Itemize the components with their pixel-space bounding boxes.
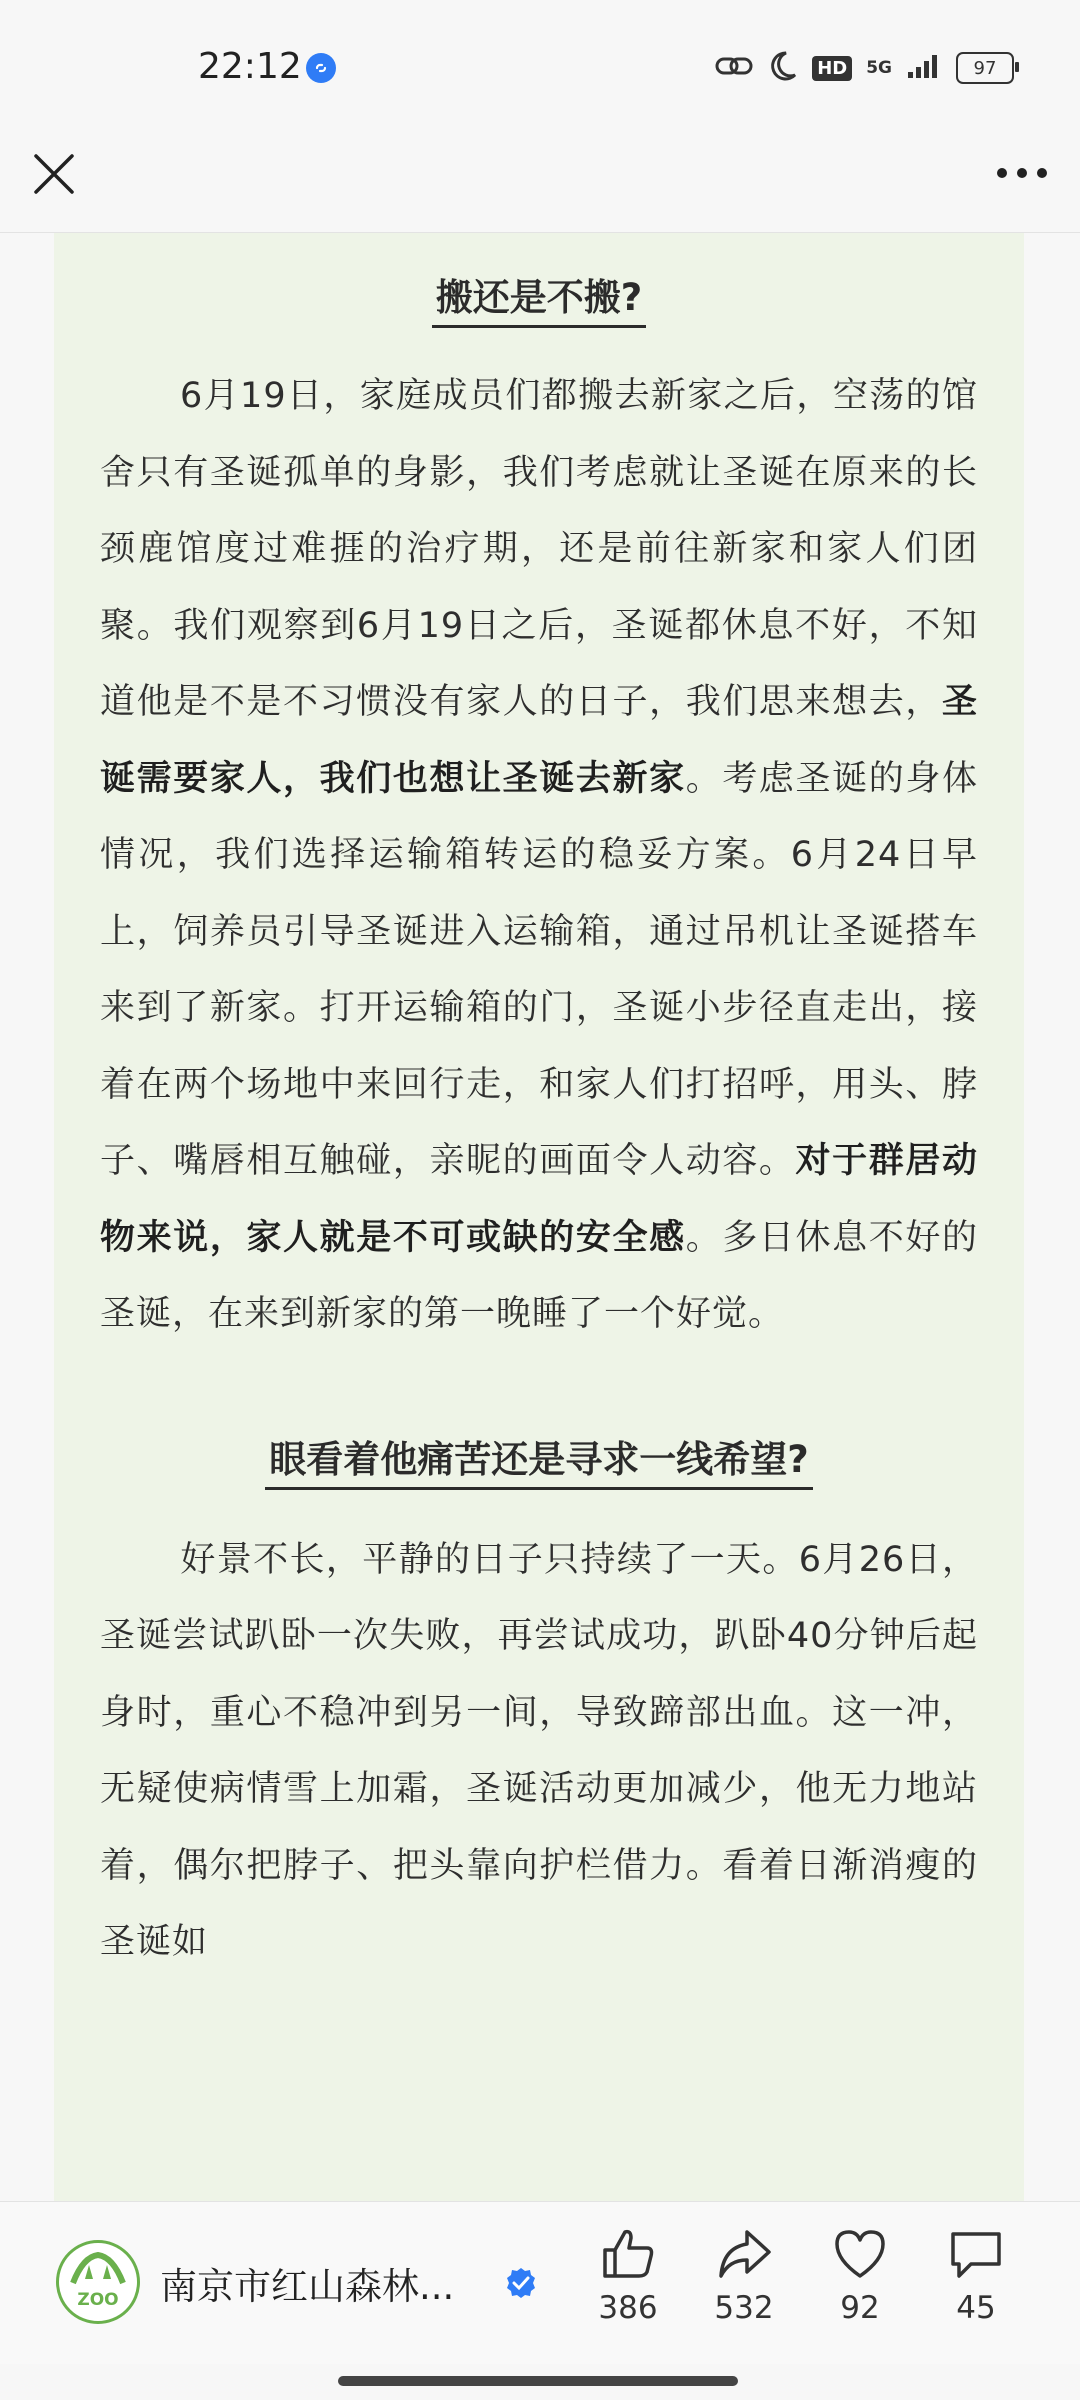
article-paragraph: 好景不长，平静的日子只持续了一天。6月26日，圣诞尝试趴卧一次失败，再尝试成功，趴卧40分钟后起身时，重心不稳冲到另一间，导致蹄部出血。这一冲，无疑使病情雪上加霜，圣诞活动更加减少，他无力地站着，偶尔把脖子、把头靠向护栏借力。看着日渐消瘦的圣诞如 xyxy=(100,1539,978,1962)
article-paragraph: 6月19日，家庭成员们都搬去新家之后，空荡的馆舍只有圣诞孤单的身影，我们考虑就让圣诞在原来的长颈鹿馆度过难捱的治疗期，还是前往新家和家人们团聚。我们观察到6月19日之后，圣诞都休息不好，不知道他是不是不习惯没有家人的日子，我们思来想去，圣诞需要家人，我们也想让圣诞去新家。考虑圣诞的身体情况，我们选择运输箱转运的稳妥方案。6月24日早上，饲养员引导圣诞进入运输箱，通过吊机让圣诞搭车来到了新家。打开运输箱的门，圣诞小步径直走出，接着在两个场地中来回行走，和家人们打招呼，用头、脖子、嘴唇相互触碰，亲昵的画面令人动容。对于群居动物来说，家人就是不可或缺的安全感。多日休息不好的圣诞，在来到新家的第一晚睡了一个好觉。 xyxy=(100,376,978,1334)
article-content xyxy=(54,233,1024,2201)
status-time: 22:12 xyxy=(198,46,302,87)
link-badge-icon xyxy=(306,53,336,83)
svg-text:ZOO: ZOO xyxy=(77,2290,119,2310)
status-icons xyxy=(714,48,1014,88)
status-bar xyxy=(0,0,1080,140)
home-indicator[interactable] xyxy=(338,2376,738,2386)
comment-button[interactable] xyxy=(931,2226,1021,2326)
link-icon xyxy=(714,51,754,85)
like-button[interactable] xyxy=(583,2226,673,2326)
more-icon xyxy=(994,158,1050,188)
like-count: 386 xyxy=(598,2290,658,2326)
bottom-action-bar xyxy=(0,2201,1080,2364)
more-button[interactable] xyxy=(994,158,1050,188)
section-heading: 搬还是不搬? xyxy=(54,267,1024,328)
favorite-button[interactable] xyxy=(815,2226,905,2326)
section-heading: 眼看着他痛苦还是寻求一线希望? xyxy=(54,1429,1024,1490)
share-button[interactable] xyxy=(699,2226,789,2326)
share-icon xyxy=(715,2226,773,2282)
hd-badge: HD xyxy=(812,56,852,81)
battery-indicator: 97 xyxy=(956,52,1014,84)
moon-icon xyxy=(768,50,798,86)
signal-icon xyxy=(906,52,942,84)
comment-icon xyxy=(947,2226,1005,2282)
comment-count: 45 xyxy=(956,2290,996,2326)
close-button[interactable] xyxy=(28,148,80,200)
close-icon xyxy=(28,148,80,200)
favorite-icon xyxy=(831,2226,889,2282)
account-name[interactable]: 南京市红山森林... xyxy=(160,2265,455,2308)
top-nav xyxy=(0,140,1080,233)
share-count: 532 xyxy=(714,2290,774,2326)
avatar[interactable] xyxy=(56,2240,140,2324)
favorite-count: 92 xyxy=(840,2290,880,2326)
network-label: 5G xyxy=(866,58,892,78)
like-icon xyxy=(599,2226,657,2282)
verified-icon xyxy=(504,2266,538,2300)
